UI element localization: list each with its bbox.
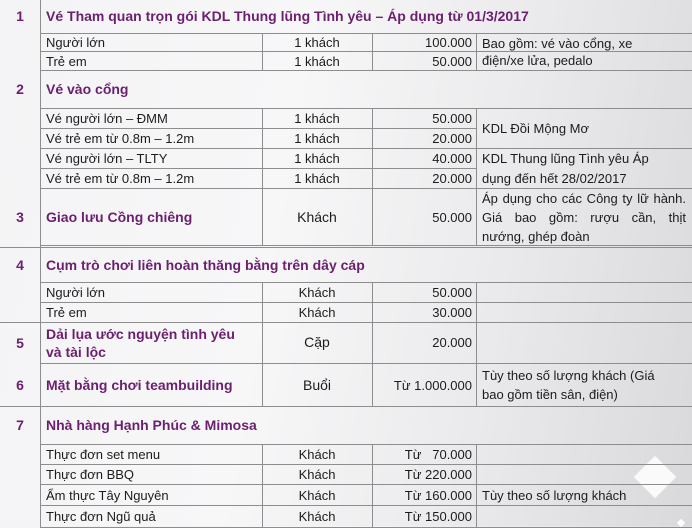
- item-name: Trẻ em: [46, 305, 87, 320]
- item-note: KDL Thung lũng Tình yêu Áp dụng đến hết 28/02/2017: [482, 150, 649, 186]
- item-name: Thực đơn BBQ: [46, 467, 135, 482]
- section-number: 2: [16, 81, 24, 97]
- section-title: Giao lưu Cồng chiêng: [46, 209, 193, 225]
- item-unit: Khách: [298, 508, 336, 524]
- section-title: Cụm trò chơi liên hoàn thăng bằng trên dây cáp: [46, 257, 365, 273]
- item-price: 50.000: [432, 53, 472, 69]
- item-unit: Khách: [298, 467, 336, 482]
- item-unit: Khách: [298, 447, 336, 462]
- item-name: Thực đơn set menu: [46, 447, 161, 462]
- item-price: 50.000: [432, 285, 472, 300]
- item-name: Vé trẻ em từ 0.8m – 1.2m: [46, 171, 195, 186]
- section-number: 4: [16, 257, 24, 273]
- item-note: Tùy theo số lượng khách (Giá bao gồm tiền sân, điện): [482, 368, 655, 402]
- item-unit: Khách: [298, 285, 336, 300]
- item-name: Người lớn: [46, 35, 105, 50]
- item-unit: Cặp: [304, 334, 330, 350]
- section-number: 6: [16, 377, 24, 393]
- item-unit: 1 khách: [294, 35, 340, 50]
- section-title: Vé vào cổng: [46, 81, 129, 97]
- item-name: Vé trẻ em từ 0.8m – 1.2m: [46, 131, 195, 146]
- item-note: Áp dụng cho các Công ty lữ hành. Giá bao gồm: rượu cần, thịt nướng, ghép đoàn: [482, 190, 686, 244]
- item-name: Ẩm thực Tây Nguyên: [46, 487, 169, 503]
- item-price: 50.000: [432, 209, 472, 225]
- item-note: Tùy theo số lượng khách: [482, 487, 627, 503]
- item-price: 100.000: [425, 35, 472, 50]
- item-unit: 1 khách: [294, 171, 340, 186]
- item-unit: 1 khách: [294, 53, 340, 69]
- item-unit: 1 khách: [294, 131, 340, 146]
- item-price: Từ 1.000.000: [393, 377, 472, 393]
- item-price: 20.000: [432, 171, 472, 186]
- item-unit: 1 khách: [294, 151, 340, 166]
- item-name: Vé người lớn – TLTY: [46, 151, 168, 166]
- item-price: 20.000: [432, 335, 472, 350]
- item-name: Trẻ em: [46, 53, 87, 69]
- section-title: Mặt bằng chơi teambuilding: [46, 377, 233, 393]
- item-price: Từ 220.000: [404, 467, 472, 482]
- item-price: 40.000: [432, 151, 472, 166]
- item-unit: Khách: [298, 305, 336, 320]
- item-unit: Buổi: [302, 376, 332, 393]
- section-number: 3: [16, 209, 24, 225]
- item-unit: 1 khách: [294, 111, 340, 126]
- item-price: 30.000: [432, 305, 472, 320]
- section-number: 5: [16, 334, 24, 351]
- item-unit: Khách: [297, 208, 337, 225]
- section-number: 1: [16, 8, 24, 24]
- item-name: Người lớn: [46, 285, 105, 300]
- section-title: Vé Tham quan trọn gói KDL Thung lũng Tình yêu – Áp dụng từ 01/3/2017: [46, 8, 529, 24]
- item-price: 50.000: [432, 111, 472, 126]
- item-price: 20.000: [432, 131, 472, 146]
- section-title: Dải lụa ước nguyện tình yêu và tài lộc: [46, 325, 235, 360]
- item-unit: Khách: [298, 487, 336, 503]
- item-note: KDL Đồi Mộng Mơ: [482, 121, 590, 136]
- section-number: 7: [16, 417, 24, 433]
- item-name: Vé người lớn – ĐMM: [46, 111, 168, 126]
- item-name: Thực đơn Ngũ quả: [46, 508, 156, 524]
- item-price: Từ 160.000: [404, 487, 472, 503]
- item-price: Từ 150.000: [404, 508, 472, 524]
- item-note: Bao gồm: vé vào cổng, xe điện/xe lửa, pedalo: [482, 36, 633, 68]
- item-price: Từ 70.000: [404, 447, 472, 462]
- section-title: Nhà hàng Hạnh Phúc & Mimosa: [46, 417, 257, 433]
